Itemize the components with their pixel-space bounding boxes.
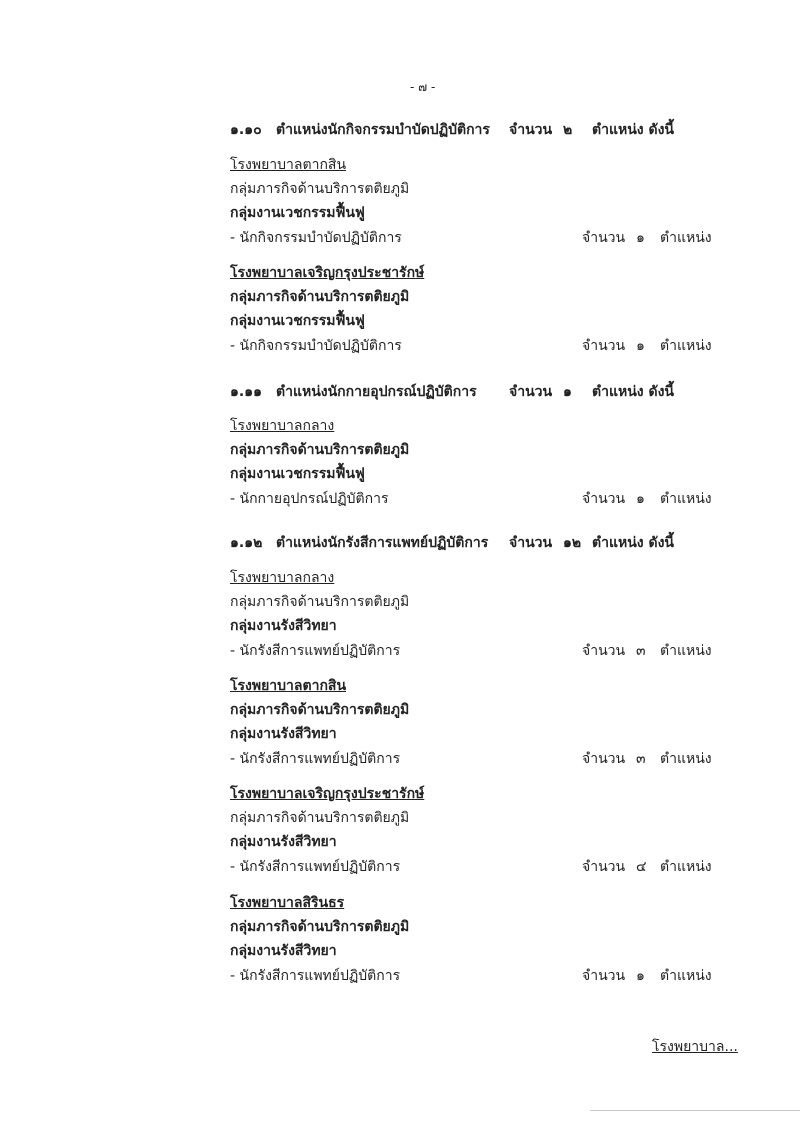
unit-label: ตำแหน่ง	[660, 968, 712, 984]
section-title: ตำแหน่งนักรังสีการแพทย์ปฏิบัติการ	[276, 535, 489, 551]
position-title: - นักกิจกรรมบำบัดปฏิบัติการ	[230, 338, 402, 354]
hospital-name: โรงพยาบาลเจริญกรุงประชารักษ์	[230, 265, 425, 281]
count-label: จำนวน	[582, 338, 626, 354]
section-total: ๒	[563, 122, 573, 138]
count-label: จำนวน	[582, 491, 626, 507]
continuation-text: โรงพยาบาล...	[652, 1039, 738, 1055]
mission-group: กลุ่มภารกิจด้านบริการตติยภูมิ	[230, 289, 410, 305]
mission-group: กลุ่มภารกิจด้านบริการตติยภูมิ	[230, 702, 410, 718]
count-label: จำนวน	[582, 968, 626, 984]
count-label: จำนวน	[582, 859, 626, 875]
section-number: ๑.๑๐	[230, 122, 262, 138]
position-count: ๑	[636, 230, 645, 246]
hospital-name: โรงพยาบาลสิรินธร	[230, 895, 345, 911]
position-title: - นักรังสีการแพทย์ปฏิบัติการ	[230, 643, 401, 659]
page-number: - ๗ -	[410, 80, 436, 94]
position-title: - นักรังสีการแพทย์ปฏิบัติการ	[230, 751, 401, 767]
count-label: จำนวน	[582, 230, 626, 246]
hospital-name: โรงพยาบาลตากสิน	[230, 157, 347, 173]
position-count: ๑	[636, 968, 645, 984]
work-unit: กลุ่มงานเวชกรรมฟื้นฟู	[230, 466, 365, 482]
section-total: ๑๒	[563, 535, 582, 551]
position-title: - นักกายอุปกรณ์ปฏิบัติการ	[230, 491, 389, 507]
hospital-name: โรงพยาบาลเจริญกรุงประชารักษ์	[230, 786, 425, 802]
mission-group: กลุ่มภารกิจด้านบริการตติยภูมิ	[230, 442, 410, 458]
position-count: ๑	[636, 491, 645, 507]
section-total: ๑	[563, 384, 572, 400]
divider	[590, 1110, 800, 1111]
count-label: จำนวน	[582, 643, 626, 659]
section-number: ๑.๑๒	[230, 535, 263, 551]
section-number: ๑.๑๑	[230, 384, 262, 400]
mission-group: กลุ่มภารกิจด้านบริการตติยภูมิ	[230, 919, 410, 935]
position-title: - นักกิจกรรมบำบัดปฏิบัติการ	[230, 230, 402, 246]
position-count: ๔	[636, 859, 647, 875]
mission-group: กลุ่มภารกิจด้านบริการตติยภูมิ	[230, 181, 410, 197]
unit-label: ตำแหน่ง	[660, 338, 712, 354]
section-count-label: จำนวน	[509, 535, 553, 551]
position-title: - นักรังสีการแพทย์ปฏิบัติการ	[230, 859, 401, 875]
hospital-name: โรงพยาบาลกลาง	[230, 570, 335, 586]
section-title: ตำแหน่งนักกิจกรรมบำบัดปฏิบัติการ	[276, 122, 490, 138]
section-title: ตำแหน่งนักกายอุปกรณ์ปฏิบัติการ	[276, 384, 477, 400]
section-suffix: ตำแหน่ง ดังนี้	[592, 122, 674, 138]
unit-label: ตำแหน่ง	[660, 751, 712, 767]
unit-label: ตำแหน่ง	[660, 491, 712, 507]
position-title: - นักรังสีการแพทย์ปฏิบัติการ	[230, 968, 401, 984]
work-unit: กลุ่มงานเวชกรรมฟื้นฟู	[230, 205, 365, 221]
hospital-name: โรงพยาบาลตากสิน	[230, 678, 347, 694]
mission-group: กลุ่มภารกิจด้านบริการตติยภูมิ	[230, 810, 410, 826]
unit-label: ตำแหน่ง	[660, 230, 712, 246]
work-unit: กลุ่มงานรังสีวิทยา	[230, 726, 337, 742]
section-count-label: จำนวน	[509, 122, 553, 138]
position-count: ๓	[636, 751, 646, 767]
work-unit: กลุ่มงานรังสีวิทยา	[230, 618, 337, 634]
work-unit: กลุ่มงานรังสีวิทยา	[230, 834, 337, 850]
position-count: ๑	[636, 338, 645, 354]
section-count-label: จำนวน	[509, 384, 553, 400]
section-suffix: ตำแหน่ง ดังนี้	[592, 384, 674, 400]
position-count: ๓	[636, 643, 646, 659]
count-label: จำนวน	[582, 751, 626, 767]
section-suffix: ตำแหน่ง ดังนี้	[592, 535, 674, 551]
hospital-name: โรงพยาบาลกลาง	[230, 418, 335, 434]
unit-label: ตำแหน่ง	[660, 643, 712, 659]
mission-group: กลุ่มภารกิจด้านบริการตติยภูมิ	[230, 594, 410, 610]
work-unit: กลุ่มงานเวชกรรมฟื้นฟู	[230, 313, 365, 329]
unit-label: ตำแหน่ง	[660, 859, 712, 875]
work-unit: กลุ่มงานรังสีวิทยา	[230, 943, 337, 959]
